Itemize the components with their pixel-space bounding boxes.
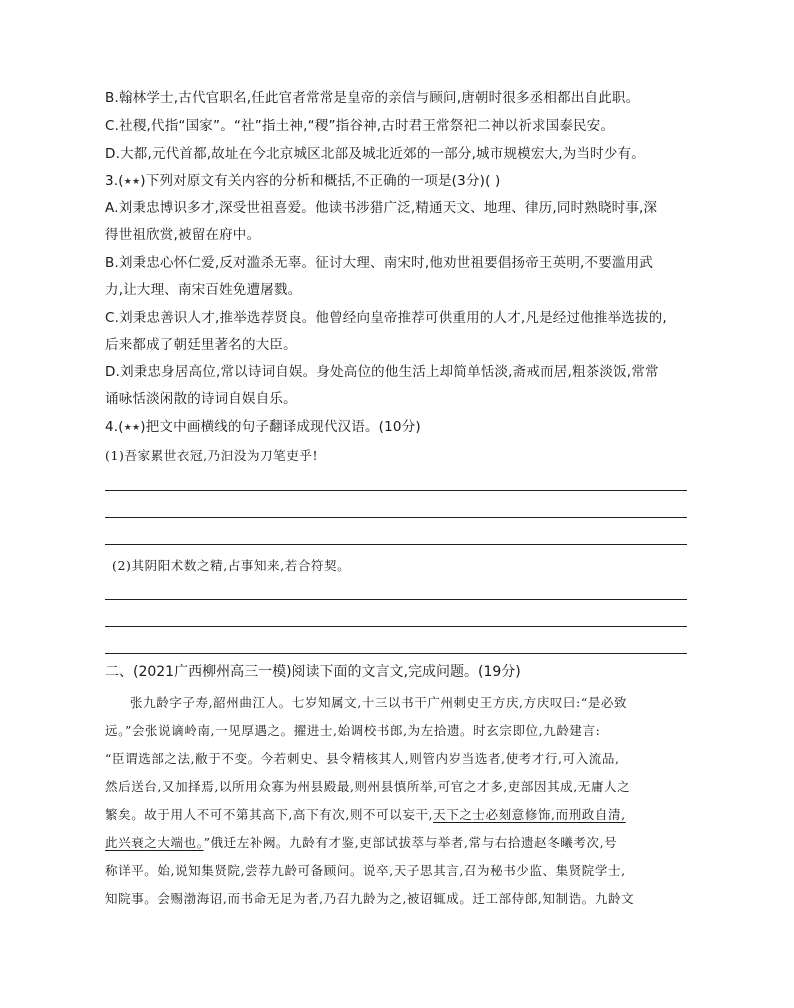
question-number: 4.( — [105, 419, 124, 435]
difficulty-stars-icon: ★★ — [123, 177, 141, 187]
answer-line — [105, 544, 687, 545]
answer-line — [105, 599, 687, 600]
answer-line — [105, 490, 687, 491]
underlined-sentence: 天下之士必刻意修饰,而刑政自清, — [433, 807, 626, 822]
option-b-line2: 力,让大理、南宋百姓免遭屠戮。 — [105, 282, 302, 298]
question-4 — [105, 417, 421, 438]
underlined-sentence: 此兴衰之大端也。 — [105, 835, 204, 850]
option-d-line2: 诵咏恬淡闲散的诗词自娱自乐。 — [105, 391, 297, 407]
passage-line: “臣谓选部之法,敝于不变。今若刺史、县令精核其人,则管内岁当选者,使考才行,可入流品, — [105, 751, 620, 766]
question-text: )把文中画横线的句子翻译成现代汉语。(10分) — [140, 419, 421, 435]
passage-line: 然后送台,又加择焉,以所用众寡为州县殿最,则州县慎所举,可官之才多,吏部因其成,无庸人之 — [105, 779, 631, 794]
sentence-2: (2)其阴阳术数之精,占事知来,若合符契。 — [112, 558, 351, 573]
answer-line — [105, 517, 687, 518]
sentence-1: (1)吾家累世衣冠,乃汩没为刀笔吏乎! — [105, 448, 319, 463]
option-b: B.翰林学士,古代官职名,任此官者常常是皇帝的亲信与顾问,唐朝时很多丞相都出自此职。 — [105, 90, 640, 106]
passage-line: 张九龄字子寿,韶州曲江人。七岁知属文,十三以书干广州刺史王方庆,方庆叹曰:“是必致 — [130, 695, 628, 710]
option-a-line1: A.刘秉忠博识多才,深受世祖喜爱。他读书涉猎广泛,精通天文、地理、律历,同时熟晓时事,深 — [105, 200, 658, 216]
passage-line — [105, 833, 617, 853]
passage-line — [105, 805, 626, 825]
question-text: )下列对原文有关内容的分析和概括,不正确的一项是(3分)( ) — [140, 173, 501, 189]
question-number: 3.( — [105, 173, 124, 189]
section-heading: 二、(2021广西柳州高三一模)阅读下面的文言文,完成问题。(19分) — [105, 664, 521, 680]
option-c-line1: C.刘秉忠善识人才,推举选荐贤良。他曾经向皇帝推荐可供重用的人才,凡是经过他推举选拔的, — [105, 310, 667, 326]
option-b-line1: B.刘秉忠心怀仁爱,反对滥杀无辜。征讨大理、南宋时,他劝世祖要倡扬帝王英明,不要滥用武 — [105, 255, 654, 271]
option-d: D.大都,元代首都,故址在今北京城区北部及城北近郊的一部分,城市规模宏大,为当时少有。 — [105, 146, 645, 162]
answer-line — [105, 653, 687, 654]
option-a-line2: 得世祖欣赏,被留在府中。 — [105, 227, 261, 243]
passage-line: 远。”会张说谪岭南,一见厚遇之。擢进士,始调校书郎,为左拾遗。时玄宗即位,九龄建言: — [105, 723, 601, 738]
passage-text: 繁矣。故于用人不可不第其高下,高下有次,则不可以妄干, — [105, 807, 434, 822]
difficulty-stars-icon: ★★ — [123, 423, 141, 433]
answer-line — [105, 626, 687, 627]
option-c-line2: 后来都成了朝廷里著名的大臣。 — [105, 337, 297, 353]
option-d-line1: D.刘秉忠身居高位,常以诗词自娱。身处高位的他生活上却简单恬淡,斋戒而居,粗茶淡饭,常常 — [105, 364, 659, 380]
passage-line: 知院事。会赐渤海诏,而书命无足为者,乃召九龄为之,被诏辄成。迁工部侍郎,知制诰。九龄文 — [105, 891, 635, 906]
passage-line: 称详平。始,说知集贤院,尝荐九龄可备顾问。说卒,天子思其言,召为秘书少监、集贤院学士, — [105, 863, 626, 878]
question-3 — [105, 171, 501, 192]
option-c: C.社稷,代指“国家”。“社”指土神,“稷”指谷神,古时君王常祭祀二神以祈求国泰民安。 — [105, 118, 615, 134]
passage-text: ”俄迁左补阙。九龄有才鉴,吏部试拔萃与举者,常与右拾遗赵冬曦考次,号 — [203, 835, 618, 850]
